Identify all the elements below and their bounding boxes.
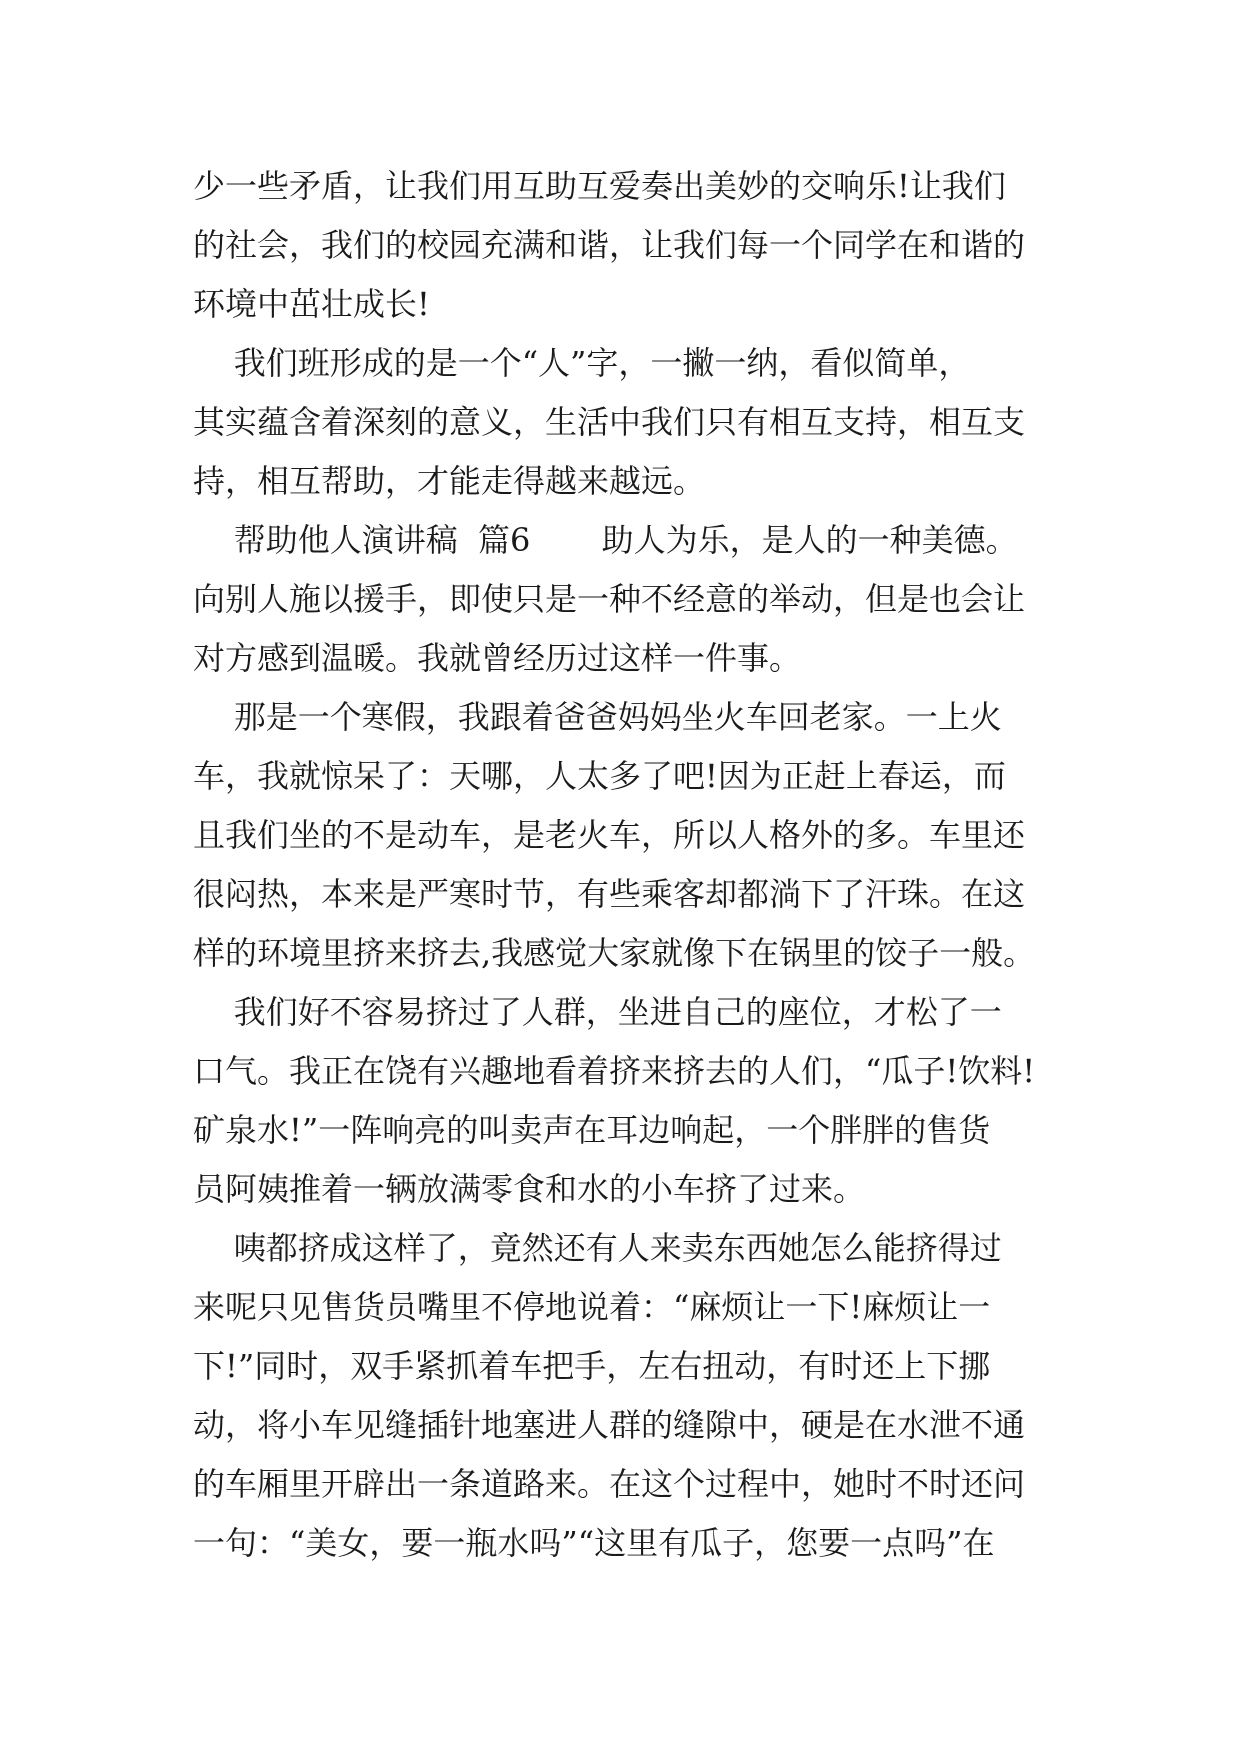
text-line: 向别人施以援手，即使只是一种不经意的举动，但是也会让 — [193, 580, 1026, 618]
text-line: 的车厢里开辟出一条道路来。在这个过程中，她时不时还问 — [193, 1465, 1026, 1503]
text-line: 持，相互帮助，才能走得越来越远。 — [193, 462, 706, 500]
text-line: 对方感到温暖。我就曾经历过这样一件事。 — [193, 639, 802, 677]
text-line: 的社会，我们的校园充满和谐，让我们每一个同学在和谐的 — [193, 226, 1026, 264]
document-body — [193, 157, 1053, 1573]
text-line: 我们好不容易挤过了人群，坐进自己的座位，才松了一 — [193, 993, 1002, 1031]
text-line: 很闷热，本来是严寒时节，有些乘客却都淌下了汗珠。在这 — [193, 875, 1026, 913]
text-line: 少一些矛盾，让我们用互助互爱奏出美妙的交响乐!让我们 — [193, 167, 1006, 205]
text-line: 下!”同时，双手紧抓着车把手，左右扭动，有时还上下挪 — [193, 1347, 991, 1385]
text-line: 员阿姨推着一辆放满零食和水的小车挤了过来。 — [193, 1170, 866, 1208]
text-line: 来呢只见售货员嘴里不停地说着：“麻烦让一下!麻烦让一 — [193, 1288, 991, 1326]
text-line: 车，我就惊呆了：天哪，人太多了吧!因为正赶上春运，而 — [193, 757, 1006, 795]
text-line: 那是一个寒假，我跟着爸爸妈妈坐火车回老家。一上火 — [193, 698, 1002, 736]
text-line: 口气。我正在饶有兴趣地看着挤来挤去的人们，“瓜子!饮料! — [193, 1052, 1036, 1090]
text-line: 环境中茁壮成长! — [193, 285, 430, 323]
text-line: 矿泉水!”一阵响亮的叫卖声在耳边响起，一个胖胖的售货 — [193, 1111, 991, 1149]
text-line: 样的环境里挤来挤去,我感觉大家就像下在锅里的饺子一般。 — [193, 934, 1036, 972]
text-line: 其实蕴含着深刻的意义，生活中我们只有相互支持，相互支 — [193, 403, 1026, 441]
text-line: 我们班形成的是一个“人”字，一撇一纳，看似简单， — [193, 344, 971, 382]
text-line: 一句：“美女，要一瓶水吗”“这里有瓜子，您要一点吗”在 — [193, 1524, 995, 1562]
text-line: 且我们坐的不是动车，是老火车，所以人格外的多。车里还 — [193, 816, 1026, 854]
text-line: 咦都挤成这样了，竟然还有人来卖东西她怎么能挤得过 — [193, 1229, 1002, 1267]
text-line: 帮助他人演讲稿 篇6 助人为乐，是人的一种美德。 — [193, 521, 1018, 559]
text-line: 动，将小车见缝插针地塞进人群的缝隙中，硬是在水泄不通 — [193, 1406, 1026, 1444]
